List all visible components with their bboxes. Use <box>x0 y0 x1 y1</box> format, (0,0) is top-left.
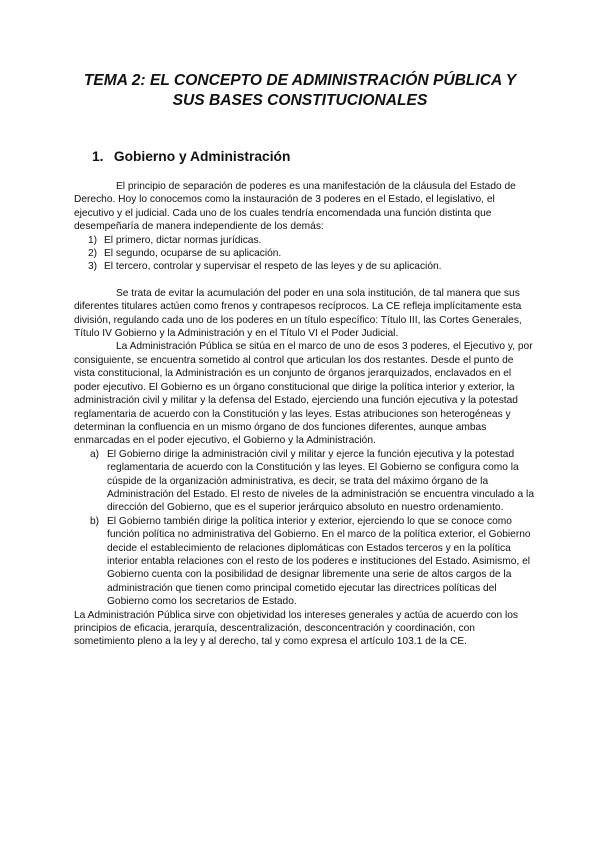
list-marker: b) <box>90 515 100 527</box>
list-marker: 1) <box>88 234 98 246</box>
paragraph-article-103: La Administración Pública sirve con objetividad los intereses generales y actúa de acuerdo con los principios de eficacia, jerarquía, descentralización, desconcentración y coordinación, con sometimiento pleno a la ley y al derecho, tal y como expresa el artículo 103.1 de la CE. <box>74 609 518 648</box>
list-item <box>74 247 534 260</box>
document-title <box>60 71 540 111</box>
list-item <box>74 448 534 515</box>
list-marker: 2) <box>88 248 98 260</box>
list-item <box>74 260 534 273</box>
paragraph-public-administration: La Administración Pública se sitúa en el marco de uno de esos 3 poderes, el Ejecutivo y, por consiguiente, se encuentra sometido al control que articulan los dos restantes. Desde el punto de vista constitucional, la Administración es un conjunto de órganos jerarquizados, enclavados en el poder ejecutivo. El Gobierno es un órgano constitucional que dirige la política interior y exterior, la administración civil y militar y la defensa del Estado, ejerciendo una función ejecutiva y la potestad reglamentaria de acuerdo con la Constitución y las leyes. Estas atribuciones son heterogéneas y determinan la confluencia en un mismo órgano de dos funciones diferentes, aunque ambas enmarcadas en el poder ejecutivo, el Gobierno y la Administración. <box>74 341 533 447</box>
list-item-text: El Gobierno dirige la administración civil y militar y ejerce la función ejecutiva y la potestad reglamentaria de acuerdo con la Constitución y las leyes. El Gobierno se configura como la cúspide de la organización administrativa, es decir, se trata del máximo órgano de la Administración del Estado. El resto de niveles de la administración se encuentra vinculado a la dirección del Gobierno, que es el superior jerárquico absoluto en nuestro ordenamiento. <box>107 448 534 514</box>
list-item-text: El Gobierno también dirige la política interior y exterior, ejerciendo lo que se conoce como función política no administrativa del Gobierno. En el marco de la política exterior, el Gobierno decide el establecimiento de relaciones diplomáticas con Estados terceros y en la política interior entabla relaciones con el resto de los poderes e instituciones del Estado. Asimismo, el Gobierno cuenta con la posibilidad de designar libremente una serie de altos cargos de la administración que tienen como principal cometido ejecutar las directrices políticas del Gobierno como los secretarios de Estado. <box>107 515 531 608</box>
title-line-2: SUS BASES CONSTITUCIONALES <box>172 92 428 109</box>
title-line-1: TEMA 2: EL CONCEPTO DE ADMINISTRACIÓN PÚBLICA Y <box>83 72 517 89</box>
document-body <box>74 180 534 649</box>
government-functions-list <box>74 448 534 609</box>
section-heading <box>92 148 290 166</box>
list-marker: 3) <box>88 261 98 273</box>
list-item <box>74 234 534 247</box>
powers-list <box>74 234 534 274</box>
paragraph-gap <box>74 274 534 287</box>
section-number: 1. <box>92 149 104 164</box>
paragraph-checks-and-balances: Se trata de evitar la acumulación del poder en una sola institución, de tal manera que sus diferentes titulares actúen como frenos y contrapesos recíprocos. La CE refleja implícitamente esta división, regulando cada uno de los poderes en un título específico: Título III, las Cortes Generales, Título IV Gobierno y la Administración y en el Título VI el Poder Judicial. <box>74 287 522 340</box>
list-item-text: El tercero, controlar y supervisar el respeto de las leyes y de su aplicación. <box>104 261 442 273</box>
list-item-text: El segundo, ocuparse de su aplicación. <box>104 248 282 260</box>
list-item <box>74 515 534 609</box>
section-title: Gobierno y Administración <box>113 149 291 164</box>
list-item-text: El primero, dictar normas jurídicas. <box>104 234 262 246</box>
list-marker: a) <box>90 448 100 460</box>
paragraph-separation-of-powers: El principio de separación de poderes es una manifestación de la cláusula del Estado de Derecho. Hoy lo conocemos como la instauración de 3 poderes en el Estado, el legislativo, el ejecutivo y el judicial. Cada uno de los cuales tendría encomendada una función distinta que desempeñaría de manera independiente de los demás: <box>74 181 516 233</box>
